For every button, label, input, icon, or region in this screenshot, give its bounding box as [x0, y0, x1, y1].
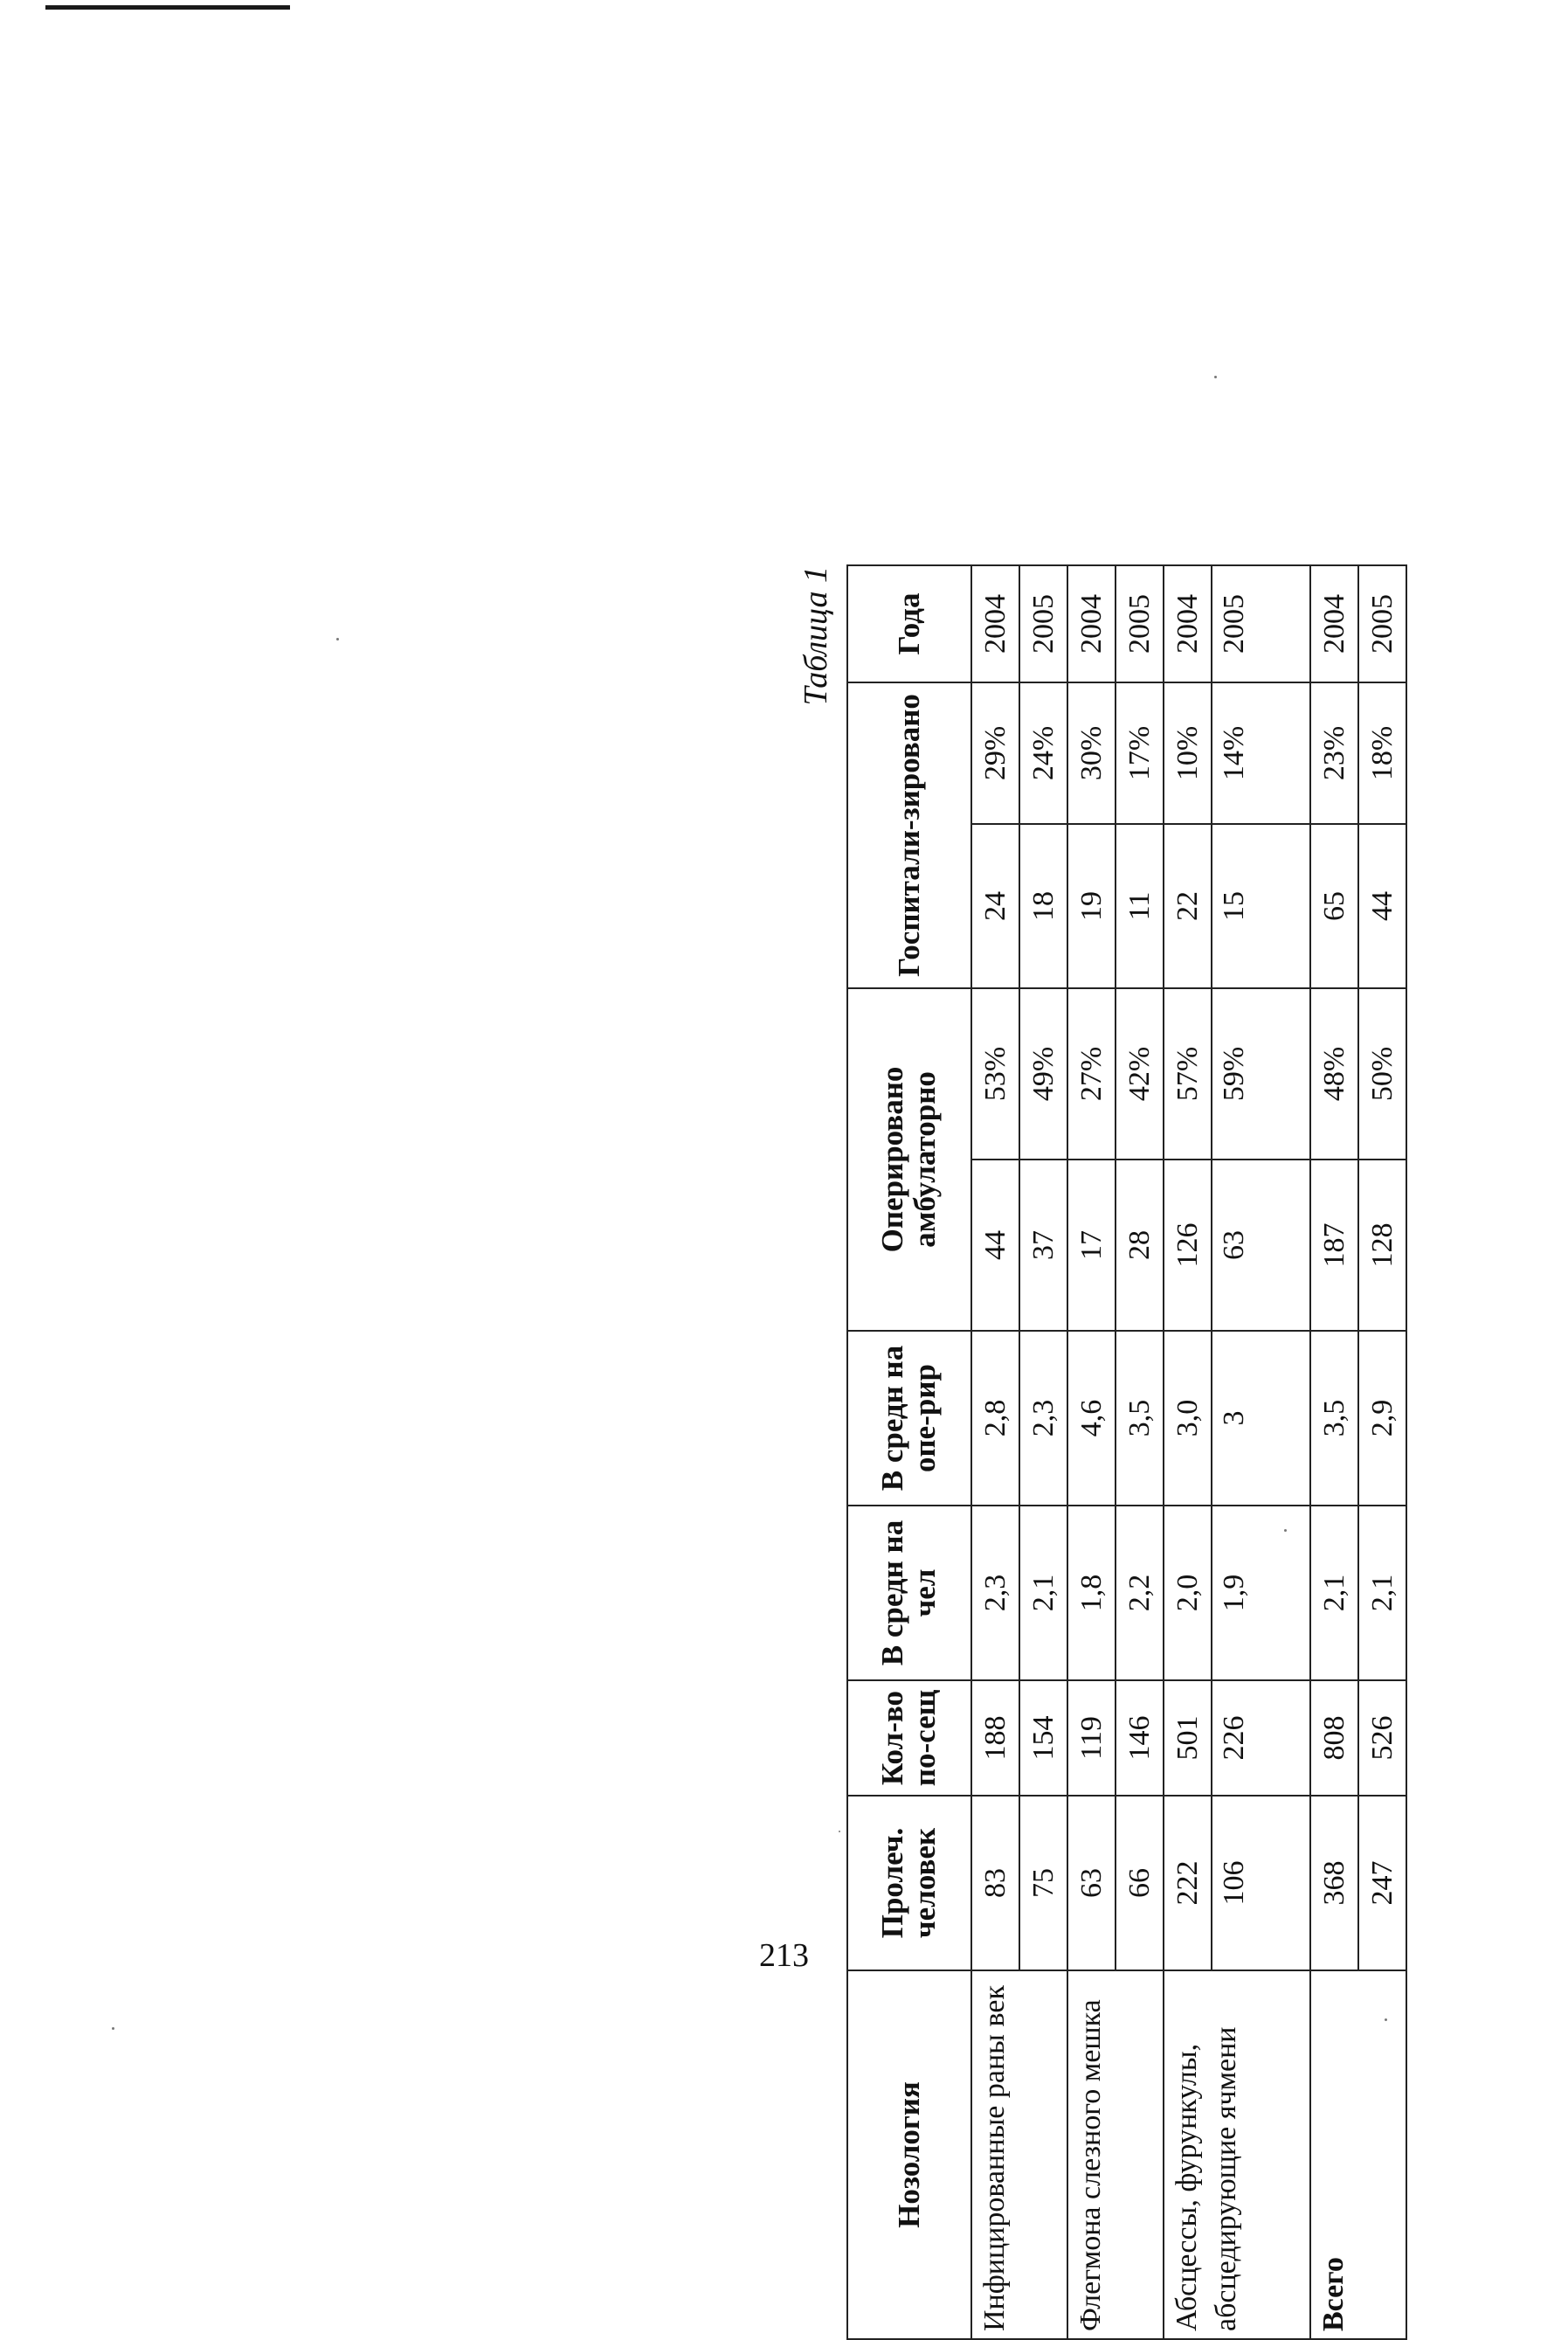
treated-cell: 63 — [1067, 1796, 1116, 1970]
avg-per-operation-cell: 2,8 — [971, 1331, 1019, 1506]
hospitalized-percent-cell: 24% — [1019, 682, 1067, 824]
avg-per-operation-cell: 3,0 — [1164, 1331, 1212, 1506]
operated-percent-cell: 27% — [1067, 988, 1116, 1160]
year-cell: 2004 — [1067, 565, 1116, 682]
table-row — [971, 565, 1019, 2339]
treated-cell: 368 — [1310, 1796, 1358, 1970]
avg-per-operation-cell: 2,3 — [1019, 1331, 1067, 1506]
table-caption: Таблица 1 — [798, 566, 834, 706]
hospitalized-percent-cell: 18% — [1358, 682, 1406, 824]
operated-percent-cell: 42% — [1116, 988, 1164, 1160]
operated-count-cell: 17 — [1067, 1160, 1116, 1331]
table-row — [1310, 565, 1358, 2339]
visits-cell: 501 — [1164, 1680, 1212, 1796]
header-visits: Кол-во по-сещ — [847, 1680, 971, 1796]
hospitalized-count-cell: 15 — [1212, 824, 1310, 988]
avg-per-person-cell: 1,9 — [1212, 1506, 1310, 1680]
operated-percent-cell: 48% — [1310, 988, 1358, 1160]
visits-cell: 226 — [1212, 1680, 1310, 1796]
hospitalized-count-cell: 18 — [1019, 824, 1067, 988]
header-avg-per-person: В средн на чел — [847, 1506, 971, 1680]
hospitalized-count-cell: 65 — [1310, 824, 1358, 988]
operated-count-cell: 37 — [1019, 1160, 1067, 1331]
avg-per-operation-cell: 4,6 — [1067, 1331, 1116, 1506]
scan-speck — [336, 638, 339, 640]
avg-per-person-cell: 1,8 — [1067, 1506, 1116, 1680]
operated-count-cell: 128 — [1358, 1160, 1406, 1331]
hospitalized-percent-cell: 14% — [1212, 682, 1310, 824]
treated-cell: 247 — [1358, 1796, 1406, 1970]
year-cell: 2005 — [1358, 565, 1406, 682]
year-cell: 2004 — [1310, 565, 1358, 682]
header-nosology: Нозология — [847, 1970, 971, 2339]
scan-speck — [112, 2027, 114, 2030]
avg-per-person-cell: 2,2 — [1116, 1506, 1164, 1680]
year-cell: 2004 — [971, 565, 1019, 682]
hospitalized-count-cell: 19 — [1067, 824, 1116, 988]
operated-percent-cell: 49% — [1019, 988, 1067, 1160]
rotated-table-block — [797, 566, 1399, 2340]
year-cell: 2004 — [1164, 565, 1212, 682]
visits-cell: 188 — [971, 1680, 1019, 1796]
hospitalized-percent-cell: 10% — [1164, 682, 1212, 824]
visits-cell: 808 — [1310, 1680, 1358, 1796]
hospitalized-count-cell: 24 — [971, 824, 1019, 988]
header-row — [847, 565, 971, 2339]
operated-percent-cell: 59% — [1212, 988, 1310, 1160]
operated-count-cell: 63 — [1212, 1160, 1310, 1331]
nosology-cell: Инфицированные раны век — [971, 1970, 1067, 2339]
hospitalized-percent-cell: 17% — [1116, 682, 1164, 824]
avg-per-operation-cell: 3,5 — [1116, 1331, 1164, 1506]
avg-per-operation-cell: 3 — [1212, 1331, 1310, 1506]
hospitalized-count-cell: 22 — [1164, 824, 1212, 988]
header-avg-per-operation: В средн на опе-рир — [847, 1331, 971, 1506]
hospitalized-percent-cell: 30% — [1067, 682, 1116, 824]
nosology-cell: Флегмона слезного мешка — [1067, 1970, 1164, 2339]
hospitalized-percent-cell: 23% — [1310, 682, 1358, 824]
page-number: 213 — [759, 1937, 809, 1974]
avg-per-person-cell: 2,0 — [1164, 1506, 1212, 1680]
avg-per-person-cell: 2,1 — [1358, 1506, 1406, 1680]
nosology-cell: Всего — [1310, 1970, 1406, 2339]
table-row — [1067, 565, 1116, 2339]
avg-per-operation-cell: 2,9 — [1358, 1331, 1406, 1506]
visits-cell: 526 — [1358, 1680, 1406, 1796]
header-operated: Оперировано амбулаторно — [847, 988, 971, 1331]
avg-per-person-cell: 2,3 — [971, 1506, 1019, 1680]
operated-count-cell: 187 — [1310, 1160, 1358, 1331]
avg-per-person-cell: 2,1 — [1310, 1506, 1358, 1680]
year-cell: 2005 — [1019, 565, 1067, 682]
operated-count-cell: 44 — [971, 1160, 1019, 1331]
treated-cell: 66 — [1116, 1796, 1164, 1970]
operated-percent-cell: 53% — [971, 988, 1019, 1160]
table-row — [1164, 565, 1212, 2339]
treated-cell: 106 — [1212, 1796, 1310, 1970]
hospitalized-count-cell: 44 — [1358, 824, 1406, 988]
operated-count-cell: 28 — [1116, 1160, 1164, 1331]
year-cell: 2005 — [1212, 565, 1310, 682]
treated-cell: 222 — [1164, 1796, 1212, 1970]
nosology-cell: Абсцессы, фурункулы, абсцедирующие ячмени — [1164, 1970, 1310, 2339]
scan-speck — [1214, 376, 1217, 378]
visits-cell: 119 — [1067, 1680, 1116, 1796]
header-treated: Пролеч. человек — [847, 1796, 971, 1970]
hospitalized-percent-cell: 29% — [971, 682, 1019, 824]
data-table — [846, 564, 1407, 2340]
hospitalized-count-cell: 11 — [1116, 824, 1164, 988]
avg-per-operation-cell: 3,5 — [1310, 1331, 1358, 1506]
year-cell: 2005 — [1116, 565, 1164, 682]
avg-per-person-cell: 2,1 — [1019, 1506, 1067, 1680]
visits-cell: 146 — [1116, 1680, 1164, 1796]
visits-cell: 154 — [1019, 1680, 1067, 1796]
header-hospitalized: Госпитали-зировано — [847, 682, 971, 988]
header-years: Года — [847, 565, 971, 682]
operated-percent-cell: 50% — [1358, 988, 1406, 1160]
treated-cell: 75 — [1019, 1796, 1067, 1970]
operated-count-cell: 126 — [1164, 1160, 1212, 1331]
treated-cell: 83 — [971, 1796, 1019, 1970]
header-rule — [45, 5, 290, 10]
operated-percent-cell: 57% — [1164, 988, 1212, 1160]
